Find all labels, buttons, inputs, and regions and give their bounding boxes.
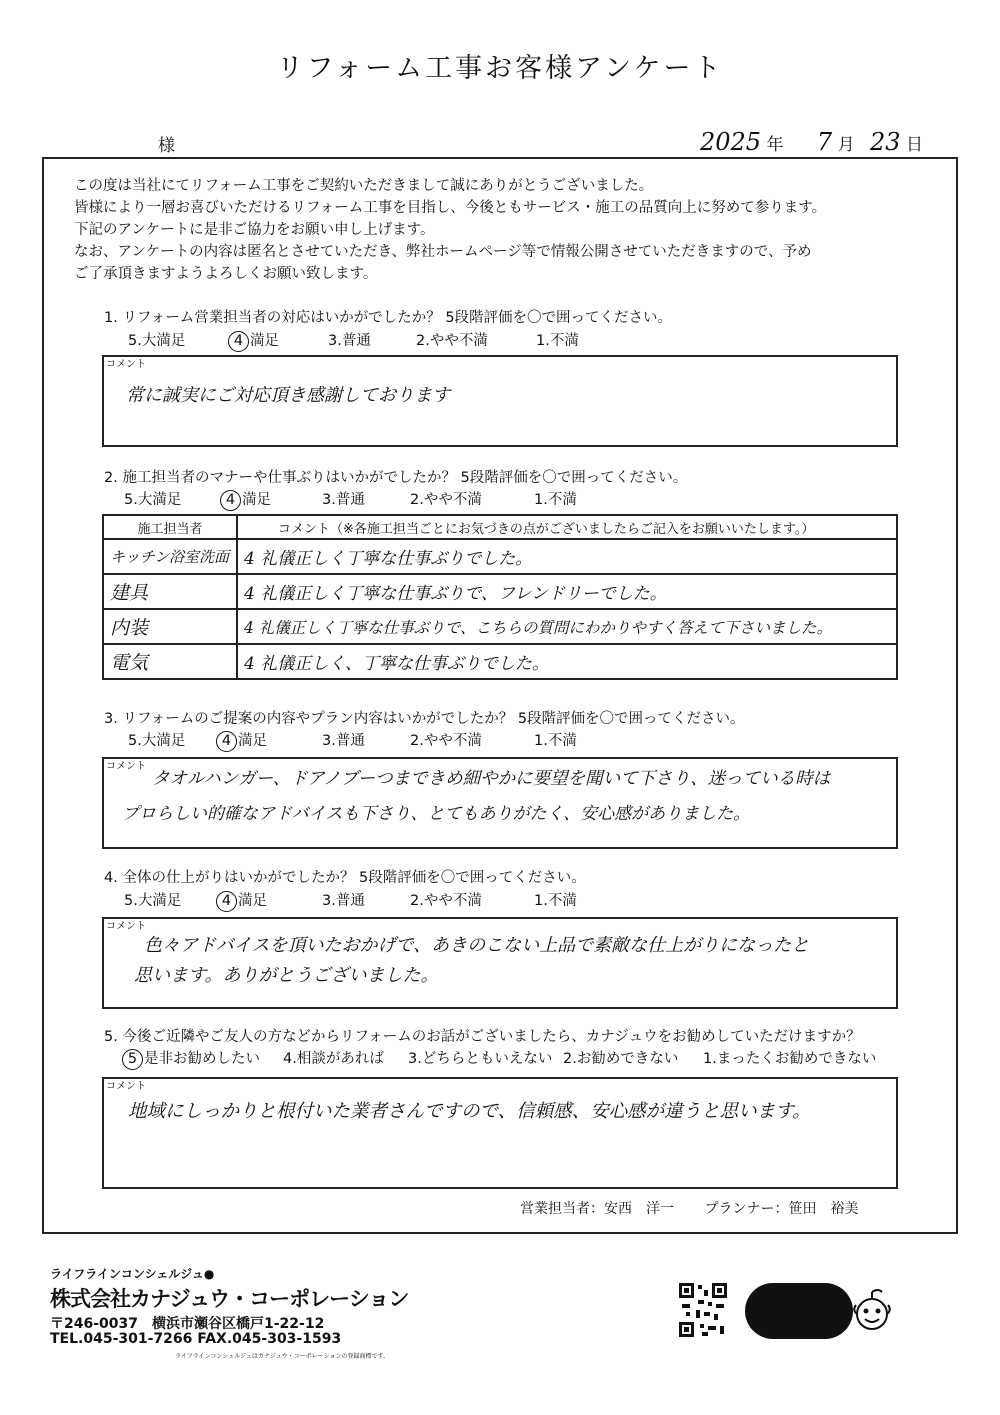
rating-options-3	[0, 729, 1000, 753]
option-3[interactable]: 3.どちらともいえない	[408, 1051, 553, 1067]
header-role: 施工担当者	[103, 515, 237, 539]
comment-3-line-1: タオルハンガー、ドアノブーつまできめ細やかに要望を聞いて下さり、迷っている時は	[152, 769, 831, 789]
rating-options-1	[0, 329, 1000, 353]
footer-note: ライフラインコンシェルジュはカナジュウ・コーポレーションの登録商標です。	[175, 1353, 389, 1360]
role-cell: 建具	[103, 574, 237, 609]
table-header-row	[103, 515, 897, 539]
selected-number: 5	[122, 1049, 143, 1070]
option-1[interactable]: 1.不満	[534, 733, 577, 749]
table-row	[103, 609, 897, 644]
intro-line: ご了承頂きますようよろしくお願い致します。	[74, 266, 378, 282]
selected-number: 4	[216, 891, 237, 912]
date-day-unit: 日	[905, 135, 923, 155]
logo-badge-icon	[745, 1283, 853, 1339]
sales-name: 安西 洋一	[604, 1201, 674, 1217]
selected-number: 4	[228, 331, 249, 352]
option-5[interactable]: 5.大満足	[128, 733, 186, 749]
footer-tel: TEL.045-301-7266 FAX.045-303-1593	[50, 1331, 342, 1347]
planner-name: 笹田 裕美	[788, 1201, 859, 1217]
comment-cell[interactable]: 4 礼儀正しく丁寧な仕事ぶりでした。	[237, 539, 897, 574]
comment-4-line-2: 思います。ありがとうございました。	[134, 965, 439, 986]
intro-text	[74, 175, 934, 285]
option-4[interactable]: 4.相談があれば	[283, 1051, 384, 1067]
intro-line: この度は当社にてリフォーム工事をご契約いただきまして誠にありがとうございました。	[74, 178, 654, 194]
option-1[interactable]: 1.不満	[536, 333, 579, 349]
selected-number: 4	[220, 490, 241, 511]
footer-brand: ライフラインコンシェルジュ●	[50, 1267, 215, 1281]
comment-label: コメント	[106, 761, 146, 772]
comment-cell[interactable]: 4 礼儀正しく丁寧な仕事ぶりで、フレンドリーでした。	[237, 574, 897, 609]
question-1: 1. リフォーム営業担当者の対応はいかがでしたか？ 5段階評価を〇で囲ってください。	[104, 310, 673, 326]
option-1[interactable]: 1.まったくお勧めできない	[703, 1051, 877, 1067]
option-2[interactable]: 2.やや不満	[410, 492, 482, 508]
comment-label: コメント	[106, 359, 146, 370]
table-row	[103, 539, 897, 574]
comment-box-1[interactable]	[102, 355, 898, 447]
selected-number: 4	[216, 731, 237, 752]
comment-4-line-1: 色々アドバイスを頂いたおかげで、あきのこない上品で素敵な仕上がりになったと	[144, 935, 810, 956]
option-1[interactable]: 1.不満	[534, 893, 577, 909]
date	[700, 128, 923, 156]
comment-3-line-2: プロらしい的確なアドバイスも下さり、とてもありがたく、安心感がありました。	[122, 804, 751, 824]
intro-line: なお、アンケートの内容は匿名とさせていただき、弊社ホームページ等で情報公開させていただきますので、予め	[74, 244, 812, 260]
planner-label: プランナー：	[704, 1201, 789, 1217]
comment-label: コメント	[106, 1081, 146, 1092]
comment-1-text: 常に誠実にご対応頂き感謝しております	[126, 385, 450, 406]
header-comment: コメント（※各施工担当ごとにお気づきの点がございましたらご記入をお願いいたします。）	[237, 515, 897, 539]
mascot-icon	[852, 1288, 892, 1334]
rating-options-5	[0, 1047, 1000, 1071]
option-5[interactable]: 5.大満足	[128, 333, 186, 349]
option-3[interactable]: 3.普通	[328, 333, 371, 349]
role-cell: 内装	[103, 609, 237, 644]
sales-label: 営業担当者：	[520, 1201, 604, 1217]
option-2[interactable]: 2.やや不満	[410, 893, 482, 909]
option-3[interactable]: 3.普通	[322, 893, 365, 909]
option-5[interactable]: 5.大満足	[124, 893, 182, 909]
intro-line: 皆様により一層お喜びいただけるリフォーム工事を目指し、今後ともサービス・施工の品質向上に努めて参ります。	[74, 200, 827, 216]
question-3: 3. リフォームのご提案の内容やプラン内容はいかがでしたか？ 5段階評価を〇で囲ってください。	[104, 711, 745, 727]
option-5-selected[interactable]: 5 是非お勧めしたい	[122, 1047, 260, 1070]
rating-options-2	[0, 488, 1000, 512]
footer-address: 〒246-0037 横浜市瀬谷区橋戸1-22-12	[50, 1316, 325, 1332]
option-4-selected[interactable]: 4 満足	[228, 329, 279, 352]
option-3[interactable]: 3.普通	[322, 492, 365, 508]
page-title: リフォーム工事お客様アンケート	[276, 53, 724, 84]
comment-5-text: 地域にしっかりと根付いた業者さんですので、信頼感、安心感が違うと思います。	[128, 1101, 811, 1122]
rating-options-4	[0, 889, 1000, 913]
date-month: 7	[816, 128, 833, 156]
question-2: 2. 施工担当者のマナーや仕事ぶりはいかがでしたか？ 5段階評価を〇で囲ってください。	[104, 470, 688, 486]
option-4-selected[interactable]: 4 満足	[216, 729, 267, 752]
table-row	[103, 574, 897, 609]
staff-table	[102, 514, 898, 680]
role-cell: キッチン浴室洗面	[103, 539, 237, 574]
table-row	[103, 644, 897, 679]
staff-signature	[520, 1198, 858, 1218]
comment-box-4[interactable]	[102, 917, 898, 1009]
question-4: 4. 全体の仕上がりはいかがでしたか？ 5段階評価を〇で囲ってください。	[104, 870, 586, 886]
date-year-unit: 年	[766, 135, 784, 155]
option-5[interactable]: 5.大満足	[124, 492, 182, 508]
option-2[interactable]: 2.やや不満	[416, 333, 488, 349]
qr-code-icon[interactable]	[678, 1282, 728, 1338]
question-5: 5. 今後ご近隣やご友人の方などからリフォームのお話がございましたら、カナジュウをお勧めしていただけますか？	[104, 1029, 861, 1045]
comment-cell[interactable]: 4 礼儀正しく、丁寧な仕事ぶりでした。	[237, 644, 897, 679]
option-4-selected[interactable]: 4 満足	[220, 488, 271, 511]
date-year: 2025	[700, 128, 762, 156]
recipient-suffix: 様	[158, 136, 175, 156]
option-2[interactable]: 2.お勧めできない	[563, 1051, 679, 1067]
comment-box-3[interactable]	[102, 757, 898, 849]
option-2[interactable]: 2.やや不満	[410, 733, 482, 749]
comment-label: コメント	[106, 921, 146, 932]
comment-cell[interactable]: 4 礼儀正しく丁寧な仕事ぶりで、こちらの質問にわかりやすく答えて下さいました。	[237, 609, 897, 644]
date-day: 23	[869, 128, 901, 156]
date-month-unit: 月	[837, 135, 855, 155]
comment-box-5[interactable]	[102, 1077, 898, 1189]
role-cell: 電気	[103, 644, 237, 679]
footer-company: 株式会社カナジュウ・コーポレーション	[50, 1287, 409, 1311]
intro-line: 下記のアンケートに是非ご協力をお願い申し上げます。	[74, 222, 435, 238]
option-3[interactable]: 3.普通	[322, 733, 365, 749]
option-4-selected[interactable]: 4 満足	[216, 889, 267, 912]
option-1[interactable]: 1.不満	[534, 492, 577, 508]
